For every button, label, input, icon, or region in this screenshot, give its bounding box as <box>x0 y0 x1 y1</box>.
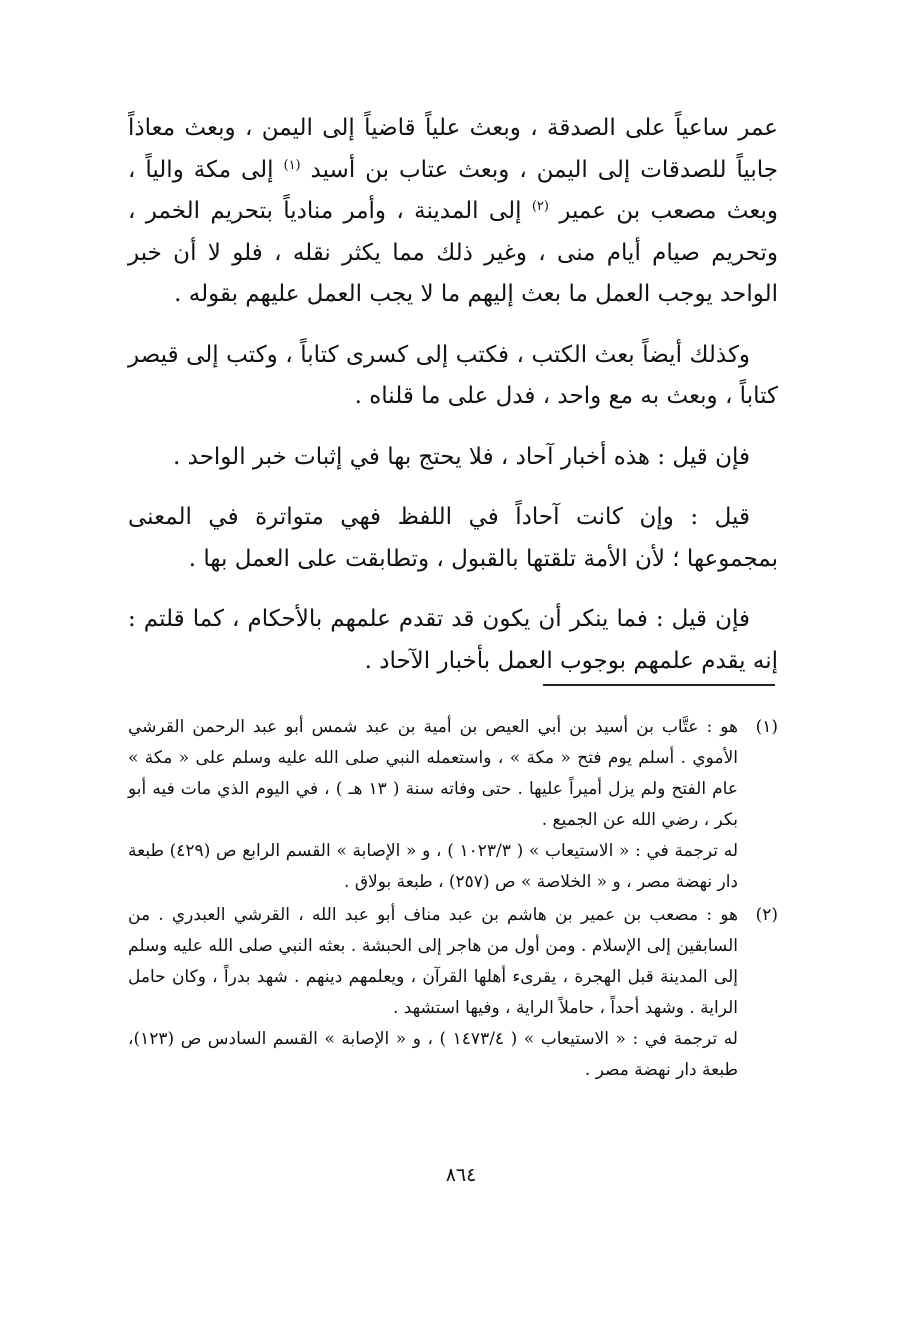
footnotes <box>128 712 778 1088</box>
paragraph-5: فإن قيل : فما ينكر أن يكون قد تقدم علمهم بالأحكام ، كما قلتم : إنه يقدم علمهم بوجوب العمل بأخبار الآحاد . <box>128 606 778 674</box>
footnote-2-sources: له ترجمة في : « الاستيعاب » ( ١٤٧٣/٤ ) ، و « الإصابة » القسم السادس ص (١٢٣)، طبعة دار نهضة مصر . <box>128 1029 738 1080</box>
main-text <box>128 108 778 701</box>
footnote-ref-2[interactable]: (٢) <box>531 199 549 214</box>
footnote-1-number: (١) <box>755 717 778 737</box>
paragraph-3: فإن قيل : هذه أخبار آحاد ، فلا يحتج بها في إثبات خبر الواحد . <box>173 443 750 470</box>
footnote-1-body <box>128 712 738 898</box>
footnote-ref-1[interactable]: (١) <box>283 157 301 173</box>
paragraph-1-text-after: إلى المدينة ، وأمر منادياً بتحريم الخمر ، وتحريم صيام أيام منى ، وغير ذلك مما يكثر نقله ، فلو لا أن خبر الواحد يوجب العمل ما بعث إليهم ما لا يجب العمل عليهم بقوله . <box>128 198 778 307</box>
footnote-1-biography: هو : عتَّاب بن أسيد بن أبي العيص بن أمية بن عبد شمس أبو عبد الرحمن القرشي الأموي . أسلم يوم فتح « مكة » ، واستعمله النبي صلى الله عليه وسلم على « مكة » عام الفتح ولم يزل أميراً عليها . حتى وفاته سنة ( ١٣ هـ ) ، في اليوم الذي مات فيه أبو بكر ، رضي الله عن الجميع . <box>128 717 738 830</box>
paragraph-1-text-middle: إلى مكة والياً ، وبعث مصعب بن عمير <box>128 156 778 224</box>
footnote-separator <box>543 684 775 686</box>
paragraph-2: وكذلك أيضاً بعث الكتب ، فكتب إلى كسرى كتاباً ، وكتب إلى قيصر كتاباً ، وبعث به مع واحد ، فدل على ما قلناه . <box>128 341 778 409</box>
paragraph-1-text-before: عمر ساعياً على الصدقة ، وبعث علياً قاضياً إلى اليمن ، وبعث معاذاً جابياً للصدقات إلى اليمن ، وبعث عتاب بن أسيد <box>128 115 779 183</box>
footnote-2 <box>128 900 778 1086</box>
footnote-2-number: (٢) <box>755 905 778 925</box>
footnote-2-body <box>128 900 738 1086</box>
footnote-2-biography: هو : مصعب بن عمير بن هاشم بن عبد مناف أبو عبد الله ، القرشي العبدري . من السابقين إلى الإسلام . ومن أول من هاجر إلى الحبشة . بعثه النبي صلى الله عليه وسلم إلى المدينة قبل الهجرة ، يقرىء أهلها القرآن ، ويعلمهم دينهم . شهد بدراً ، وكان حامل الراية . وشهد أحداً ، حاملاً الراية ، وفيها استشهد . <box>128 905 738 1018</box>
paragraph-4: قيل : وإن كانت آحاداً في اللفظ فهي متواترة في المعنى بمجموعها ؛ لأن الأمة تلقتها بالقبول ، وتطابقت على العمل بها . <box>128 504 778 572</box>
footnote-1 <box>128 712 778 898</box>
footnote-1-sources: له ترجمة في : « الاستيعاب » ( ١٠٢٣/٣ ) ، و « الإصابة » القسم الرابع ص (٤٢٩) طبعة دار نهضة مصر ، و « الخلاصة » ص (٢٥٧) ، طبعة بولاق . <box>128 841 739 892</box>
page-number: ٨٦٤ <box>445 1164 477 1186</box>
paragraph-1 <box>128 108 778 316</box>
